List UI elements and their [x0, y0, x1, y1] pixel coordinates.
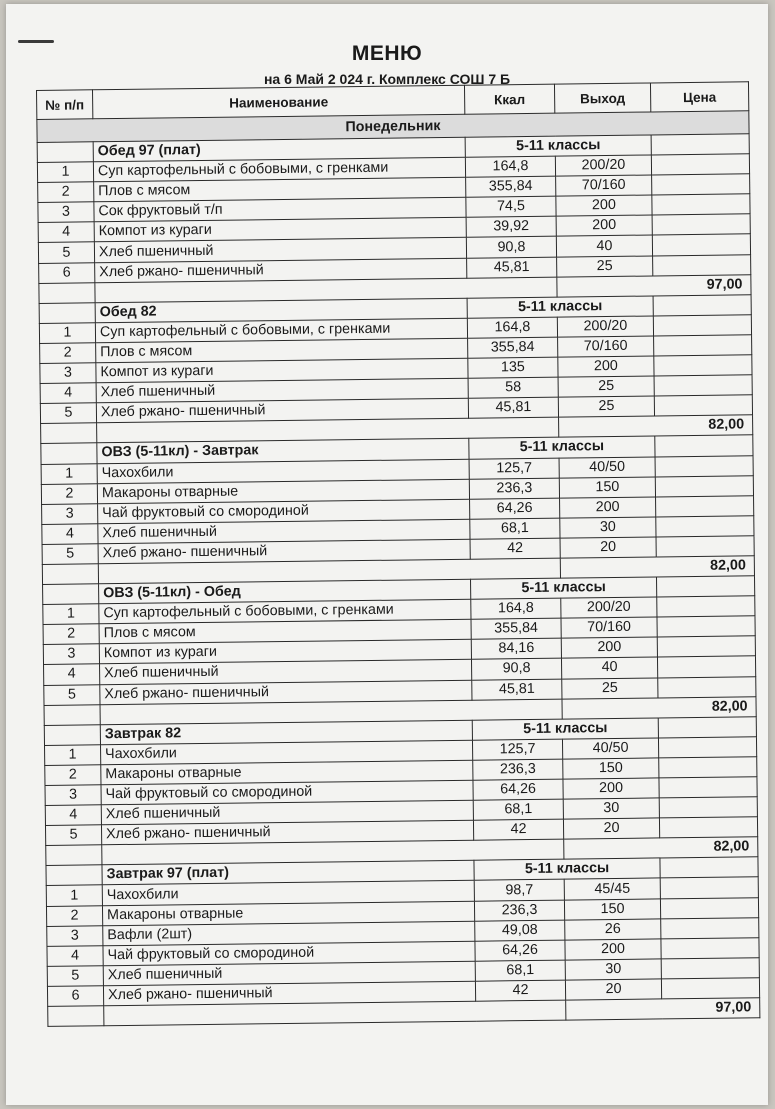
item-price: [659, 757, 757, 778]
item-kcal: 90,8: [466, 237, 556, 258]
item-number: 5: [38, 242, 94, 263]
item-price: [657, 596, 755, 617]
section-classes: 5-11 классы: [472, 718, 658, 740]
item-price: [661, 978, 759, 999]
item-kcal: 164,8: [465, 156, 555, 177]
item-price: [655, 475, 753, 496]
item-output: 200: [565, 939, 661, 960]
item-name: Хлеб ржано- пшеничный: [103, 981, 475, 1006]
section-total-price: 82,00: [562, 696, 756, 718]
item-name: Чай фруктовый со смородиной: [103, 941, 475, 966]
item-kcal: 164,8: [471, 598, 561, 619]
section-price-cell: [658, 716, 756, 737]
item-name: Плов с мясом: [94, 177, 466, 202]
item-kcal: 49,08: [475, 920, 565, 941]
item-output: 200: [563, 778, 659, 799]
item-name: Хлеб ржано- пшеничный: [96, 398, 468, 423]
item-kcal: 236,3: [469, 478, 559, 499]
item-output: 30: [565, 959, 661, 980]
item-output: 25: [558, 376, 654, 397]
item-number: 5: [45, 825, 101, 846]
item-price: [660, 877, 758, 898]
item-number: 6: [47, 986, 103, 1007]
item-price: [661, 958, 759, 979]
section-total-price: 82,00: [560, 556, 754, 578]
item-number: 5: [47, 966, 103, 987]
item-output: 200/20: [561, 597, 657, 618]
item-kcal: 68,1: [475, 960, 565, 981]
item-number: 4: [47, 945, 103, 966]
item-name: Чай фруктовый со смородиной: [101, 780, 473, 805]
item-price: [654, 335, 752, 356]
item-kcal: 90,8: [471, 659, 561, 680]
item-output: 40/50: [559, 456, 655, 477]
section-price-cell: [655, 435, 753, 456]
item-name: Суп картофельный с бобовыми, с гренками: [95, 318, 467, 343]
total-blank-cell: [39, 282, 95, 303]
section-price-cell: [651, 134, 749, 155]
item-number: 4: [44, 664, 100, 685]
section-number-cell: [41, 443, 97, 464]
item-output: 25: [558, 396, 654, 417]
item-name: Хлеб ржано- пшеничный: [100, 680, 472, 705]
item-output: 30: [563, 798, 659, 819]
item-kcal: 64,26: [475, 940, 565, 961]
item-output: 70/160: [556, 175, 652, 196]
section-classes: 5-11 классы: [474, 858, 660, 880]
item-price: [652, 214, 750, 235]
item-number: 2: [40, 343, 96, 364]
total-blank-cell: [42, 564, 98, 585]
item-price: [661, 937, 759, 958]
item-output: 70/160: [558, 336, 654, 357]
item-number: 5: [44, 684, 100, 705]
item-output: 40: [561, 657, 657, 678]
item-number: 2: [41, 483, 97, 504]
item-kcal: 64,26: [470, 498, 560, 519]
section-number-cell: [37, 142, 93, 163]
section-price-cell: [656, 576, 754, 597]
item-name: Хлеб ржано- пшеничный: [98, 539, 470, 564]
item-kcal: 45,81: [467, 257, 557, 278]
item-number: 6: [39, 262, 95, 283]
item-price: [657, 656, 755, 677]
item-name: Чахохбили: [101, 740, 473, 765]
menu-table: [36, 81, 760, 1027]
item-number: 1: [41, 463, 97, 484]
item-price: [659, 797, 757, 818]
item-kcal: 42: [475, 980, 565, 1001]
item-name: Макароны отварные: [101, 760, 473, 785]
total-blank-cell: [48, 1006, 104, 1027]
section-total-price: 82,00: [564, 837, 758, 859]
item-number: 1: [46, 885, 102, 906]
item-number: 1: [37, 162, 93, 183]
item-number: 3: [45, 785, 101, 806]
item-name: Плов с мясом: [96, 338, 468, 363]
item-price: [656, 536, 754, 557]
item-price: [654, 375, 752, 396]
item-price: [655, 455, 753, 476]
item-number: 4: [45, 805, 101, 826]
item-output: 70/160: [561, 617, 657, 638]
item-price: [660, 897, 758, 918]
item-number: 1: [45, 745, 101, 766]
item-output: 150: [559, 477, 655, 498]
item-output: 200/20: [555, 155, 651, 176]
item-number: 5: [42, 544, 98, 565]
item-number: 2: [46, 905, 102, 926]
section-number-cell: [46, 865, 102, 886]
item-price: [652, 194, 750, 215]
item-number: 4: [38, 222, 94, 243]
item-number: 5: [40, 403, 96, 424]
item-number: 2: [43, 624, 99, 645]
item-name: Суп картофельный с бобовыми, с гренками: [99, 599, 471, 624]
section-number-cell: [43, 584, 99, 605]
item-name: Плов с мясом: [99, 619, 471, 644]
item-output: 25: [557, 256, 653, 277]
item-kcal: 42: [470, 538, 560, 559]
item-kcal: 355,84: [468, 337, 558, 358]
item-output: 200: [560, 497, 656, 518]
item-kcal: 45,81: [468, 397, 558, 418]
item-kcal: 135: [468, 357, 558, 378]
item-name: Суп картофельный с бобовыми, с гренками: [93, 157, 465, 182]
item-output: 20: [563, 818, 659, 839]
item-kcal: 236,3: [473, 759, 563, 780]
item-number: 4: [40, 383, 96, 404]
item-kcal: 74,5: [466, 196, 556, 217]
item-name: Компот из кураги: [94, 218, 466, 243]
item-kcal: 39,92: [466, 217, 556, 238]
item-kcal: 42: [473, 819, 563, 840]
item-number: 2: [38, 182, 94, 203]
item-price: [658, 676, 756, 697]
item-number: 1: [43, 604, 99, 625]
item-name: Чай фруктовый со смородиной: [98, 499, 470, 524]
item-output: 26: [565, 919, 661, 940]
item-output: 20: [565, 979, 661, 1000]
item-price: [661, 917, 759, 938]
item-name: Хлеб пшеничный: [94, 238, 466, 263]
item-kcal: 164,8: [467, 317, 557, 338]
item-name: Хлеб пшеничный: [96, 378, 468, 403]
item-price: [656, 516, 754, 537]
column-header-output: Выход: [554, 83, 650, 113]
total-blank-cell: [41, 423, 97, 444]
item-kcal: 236,3: [474, 900, 564, 921]
item-price: [654, 395, 752, 416]
column-header-price: Цена: [650, 82, 748, 112]
section-total-price: 82,00: [559, 415, 753, 437]
section-number-cell: [44, 724, 100, 745]
item-kcal: 58: [468, 377, 558, 398]
column-header-name: Наименование: [93, 85, 465, 119]
section-number-cell: [39, 303, 95, 324]
section-name: ОВЗ (5-11кл) - Завтрак: [97, 439, 469, 464]
section-classes: 5-11 классы: [465, 135, 651, 157]
item-kcal: 84,16: [471, 638, 561, 659]
item-price: [658, 737, 756, 758]
item-number: 3: [42, 503, 98, 524]
section-name: ОВЗ (5-11кл) - Обед: [99, 579, 471, 604]
section-name: Завтрак 82: [100, 720, 472, 745]
total-blank-cell: [44, 704, 100, 725]
item-output: 20: [560, 537, 656, 558]
section-name: Обед 82: [95, 298, 467, 323]
item-price: [652, 234, 750, 255]
section-name: Завтрак 97 (плат): [102, 861, 474, 886]
page-subtitle: на 6 Май 2 024 г. Комплекс СОШ 7 Б: [263, 71, 511, 87]
item-name: Чахохбили: [102, 881, 474, 906]
item-number: 3: [40, 363, 96, 384]
item-number: 3: [38, 202, 94, 223]
item-price: [657, 636, 755, 657]
item-kcal: 68,1: [470, 518, 560, 539]
item-price: [657, 616, 755, 637]
item-name: Макароны отварные: [102, 901, 474, 926]
total-blank-cell: [46, 845, 102, 866]
item-name: Вафли (2шт): [103, 921, 475, 946]
item-output: 45/45: [564, 878, 660, 899]
column-header-kcal: Ккал: [464, 84, 554, 114]
item-output: 200: [556, 215, 652, 236]
item-price: [656, 495, 754, 516]
item-output: 25: [562, 677, 658, 698]
item-name: Хлеб пшеничный: [103, 961, 475, 986]
item-kcal: 125,7: [469, 458, 559, 479]
item-price: [659, 817, 757, 838]
day-label: Понедельник: [37, 111, 749, 143]
item-price: [652, 174, 750, 195]
menu-sheet: [6, 4, 768, 1105]
item-output: 200: [561, 637, 657, 658]
item-number: 1: [39, 323, 95, 344]
item-price: [654, 355, 752, 376]
section-total-price: 97,00: [566, 998, 760, 1020]
item-number: 3: [47, 925, 103, 946]
item-kcal: 64,26: [473, 779, 563, 800]
section-price-cell: [660, 857, 758, 878]
item-output: 40/50: [562, 738, 658, 759]
item-name: Хлеб ржано- пшеничный: [95, 258, 467, 283]
item-price: [653, 254, 751, 275]
item-output: 30: [560, 517, 656, 538]
item-kcal: 45,81: [472, 679, 562, 700]
item-name: Хлеб пшеничный: [101, 800, 473, 825]
item-number: 2: [45, 765, 101, 786]
page-title: МЕНЮ: [351, 42, 423, 65]
item-price: [653, 315, 751, 336]
item-output: 200/20: [557, 316, 653, 337]
item-kcal: 125,7: [472, 739, 562, 760]
item-name: Компот из кураги: [96, 358, 468, 383]
section-price-cell: [653, 295, 751, 316]
item-number: 4: [42, 524, 98, 545]
item-kcal: 68,1: [473, 799, 563, 820]
item-output: 200: [556, 195, 652, 216]
item-name: Хлеб ржано- пшеничный: [101, 820, 473, 845]
item-name: Компот из кураги: [99, 640, 471, 665]
section-classes: 5-11 классы: [471, 577, 657, 599]
section-classes: 5-11 классы: [469, 436, 655, 458]
item-kcal: 355,84: [471, 618, 561, 639]
item-output: 150: [564, 898, 660, 919]
section-name: Обед 97 (плат): [93, 137, 465, 162]
menu-table-body: [37, 111, 760, 1027]
section-total-price: 97,00: [557, 274, 751, 296]
item-name: Хлеб пшеничный: [98, 519, 470, 544]
item-name: Хлеб пшеничный: [100, 660, 472, 685]
item-name: Сок фруктовый т/п: [94, 198, 466, 223]
item-name: Чахохбили: [97, 459, 469, 484]
item-output: 200: [558, 356, 654, 377]
item-kcal: 355,84: [466, 176, 556, 197]
item-kcal: 98,7: [474, 880, 564, 901]
item-name: Макароны отварные: [97, 479, 469, 504]
column-header-number: № п/п: [37, 90, 93, 120]
item-output: 150: [563, 758, 659, 779]
section-classes: 5-11 классы: [467, 296, 653, 318]
item-number: 3: [43, 644, 99, 665]
item-price: [659, 777, 757, 798]
item-price: [651, 154, 749, 175]
item-output: 40: [556, 235, 652, 256]
